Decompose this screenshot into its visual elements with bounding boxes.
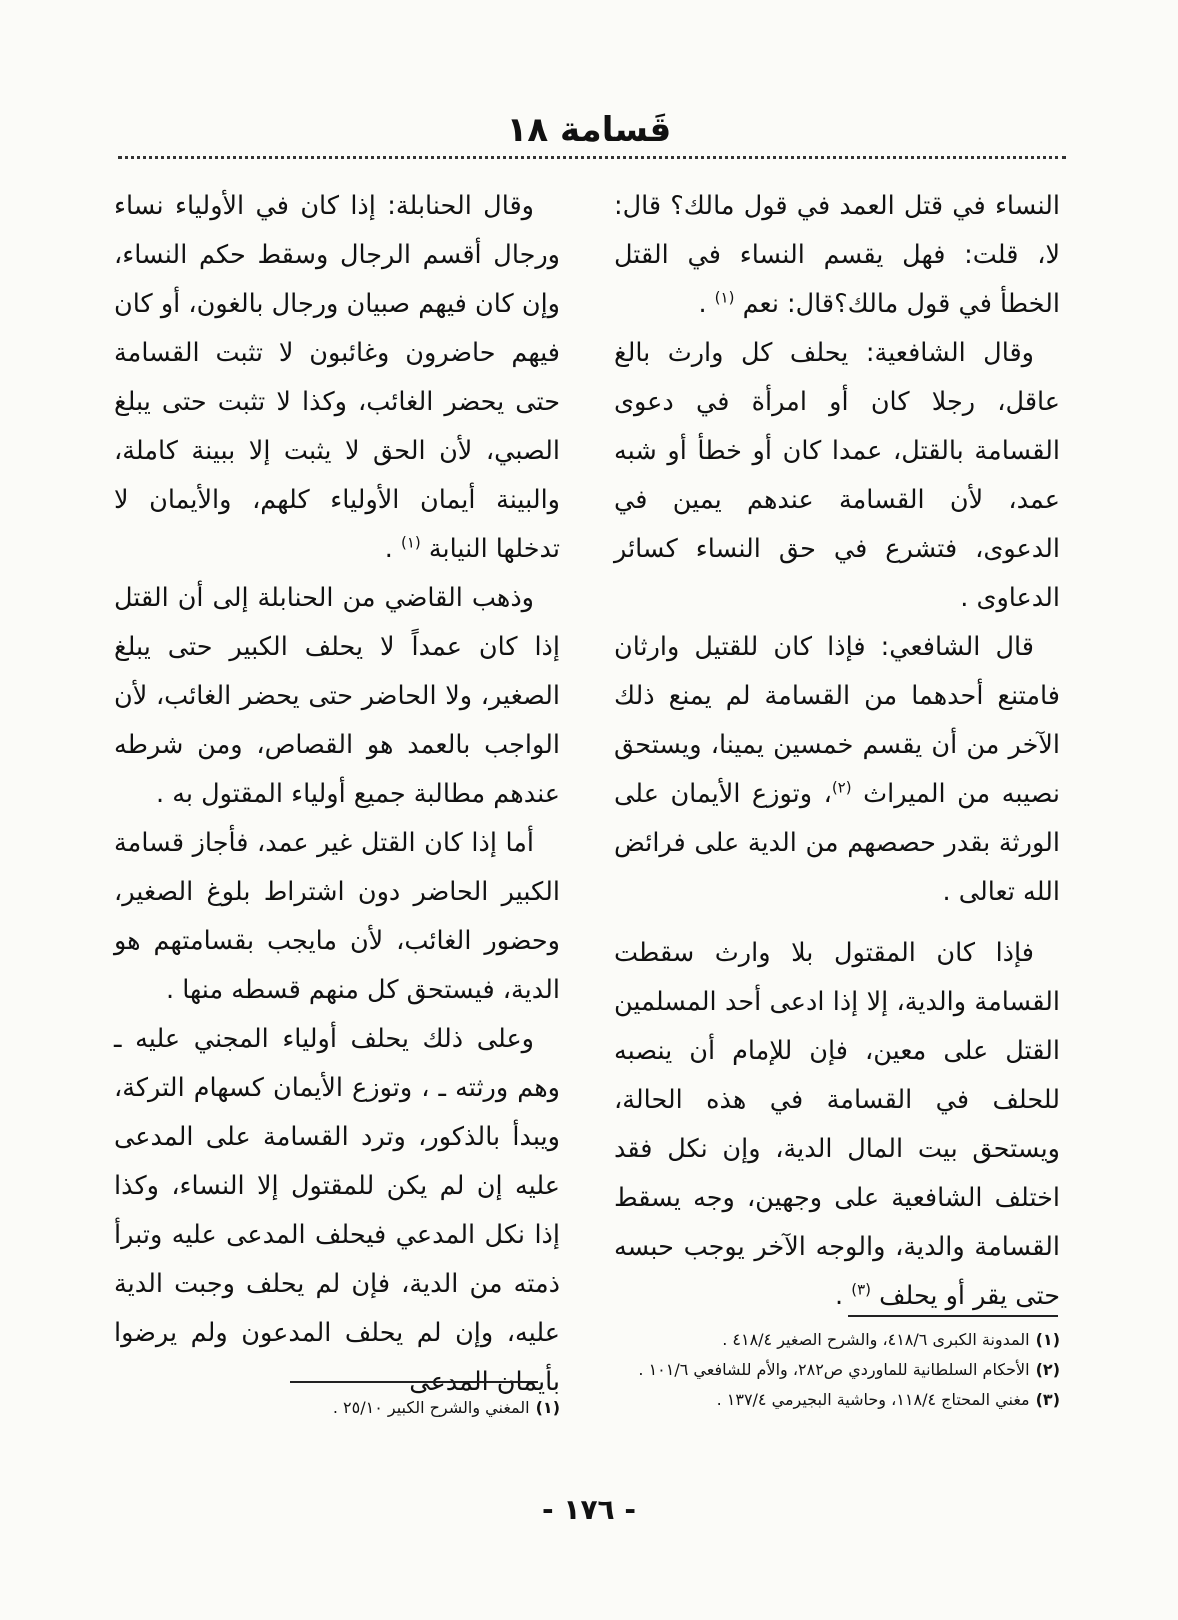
paragraph: فإذا كان المقتول بلا وارث سقطت القسامة والدية، إلا إذا ادعى أحد المسلمين القتل على معين، فإن للإمام أن ينصبه للحلف في القسامة في هذه الحالة، ويستحق بيت المال الدية، وإن نكل فقد اختلف الشافعية على وجهين، وجه يسقط القسامة والدية، والوجه الآخر يوجب حبسه حتى يقر أو يحلف $^{(٣)}$ .	[614, 938, 1060, 1311]
footnote: (٣)مغني المحتاج ١١٨/٤، وحاشية البجيرمي ١٣٧/٤ .	[716, 1390, 1060, 1409]
footnote-ref: (١)	[401, 533, 421, 552]
footnotes-left	[114, 1393, 560, 1423]
footnote-divider	[290, 1381, 538, 1383]
footnote-divider	[848, 1315, 1058, 1317]
footnote-ref: (٣)	[851, 1280, 871, 1299]
left-column	[114, 182, 560, 1407]
paragraph: وعلى ذلك يحلف أولياء المجني عليه ـ وهم ورثته ـ ، وتوزع الأيمان كسهام التركة، ويبدأ بالذكور، وترد القسامة على المدعى عليه إن لم يكن للمقتول إلا النساء، وكذا إذا نكل المدعي فيحلف المدعى عليه وتبرأ ذمته من الدية، فإن لم يحلف وجبت الدية عليه، وإن لم يحلف المدعون ولم يرضوا بأيمان المدعى	[114, 1024, 560, 1397]
page-title: قَسامة ١٨	[506, 110, 672, 150]
paragraph: النساء في قتل العمد في قول مالك؟ قال: لا، قلت: فهل يقسم النساء في القتل الخطأ في قول مالك؟قال: نعم $^{(١)}$ .	[614, 191, 1060, 319]
footnote: (١)المغني والشرح الكبير ٢٥/١٠ .	[332, 1398, 560, 1417]
footnote-ref: (١)	[714, 288, 735, 307]
paragraph: وذهب القاضي من الحنابلة إلى أن القتل إذا كان عمداً لا يحلف الكبير حتى يبلغ الصغير، ولا الحاضر حتى يحضر الغائب، لأن الواجب بالعمد هو القصاص، ومن شرطه عندهم مطالبة جميع أولياء المقتول به .	[114, 583, 560, 809]
paragraph: أما إذا كان القتل غير عمد، فأجاز قسامة الكبير الحاضر دون اشتراط بلوغ الصغير، وحضور الغائب، لأن مايجب بقسامتهم هو الدية، فيستحق كل منهم قسطه منها .	[114, 828, 560, 1005]
footnotes-right	[614, 1325, 1060, 1415]
header-divider	[118, 156, 1066, 159]
paragraph: وقال الحنابلة: إذا كان في الأولياء نساء ورجال أقسم الرجال وسقط حكم النساء، وإن كان فيهم صبيان ورجال بالغون، أو كان فيهم حاضرون وغائبون لا تثبت القسامة حتى يحضر الغائب، وكذا لا تثبت حتى يبلغ الصبي، لأن الحق لا يثبت إلا ببينة كاملة، والبينة أيمان الأولياء كلهم، والأيمان لا تدخلها النيابة $^{(١)}$ .	[114, 191, 560, 564]
paragraph: قال الشافعي: فإذا كان للقتيل وارثان فامتنع أحدهما من القسامة لم يمنع ذلك الآخر من أن يقسم خمسين يمينا، ويستحق نصيبه من الميراث $^{(٢)}$، وتوزع الأيمان على الورثة بقدر حصصهم من الدية على فرائض الله تعالى .	[614, 632, 1060, 907]
right-column	[614, 182, 1060, 1321]
footnote: (٢)الأحكام السلطانية للماوردي ص٢٨٢، والأم للشافعي ١٠١/٦ .	[638, 1360, 1060, 1379]
footnote: (١)المدونة الكبرى ٤١٨/٦، والشرح الصغير ٤١٨/٤ .	[722, 1330, 1060, 1349]
page-number: - ١٧٦ -	[541, 1493, 637, 1526]
paragraph: وقال الشافعية: يحلف كل وارث بالغ عاقل، رجلا كان أو امرأة في دعوى القسامة بالقتل، عمدا كان أو خطأ أو شبه عمد، لأن القسامة عندهم يمين في الدعوى، فتشرع في حق النساء كسائر الدعاوى .	[614, 338, 1060, 613]
footnote-ref: (٢)	[831, 778, 852, 797]
